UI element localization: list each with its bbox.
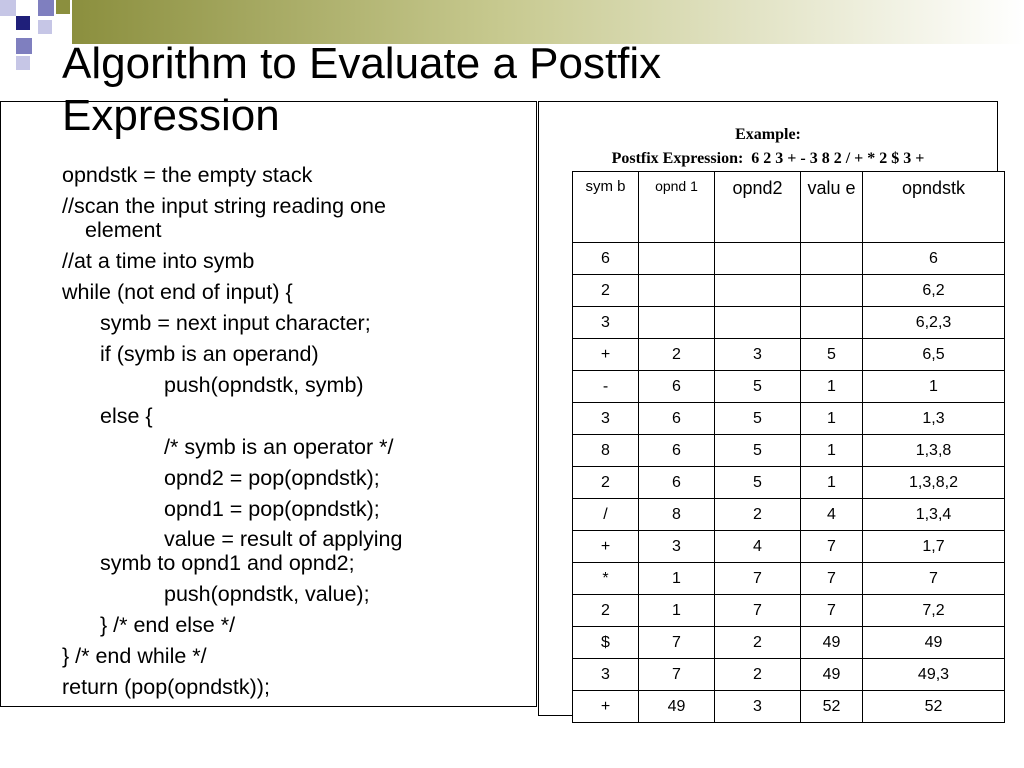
table-cell: 2 <box>715 627 801 659</box>
table-cell: 7 <box>801 531 863 563</box>
table-cell: 49 <box>801 627 863 659</box>
table-cell: 49,3 <box>863 659 1005 691</box>
decor-square-olive <box>56 0 70 14</box>
table-cell: 3 <box>715 339 801 371</box>
code-line-5: while (not end of input) { <box>62 280 293 304</box>
table-cell: 2 <box>639 339 715 371</box>
code-line-4: //at a time into symb <box>62 249 255 273</box>
example-heading: Example: <box>735 126 801 143</box>
table-cell: 8 <box>639 499 715 531</box>
decor-square-light <box>0 0 16 16</box>
trace-table-body <box>573 243 1005 723</box>
table-cell: 6 <box>639 467 715 499</box>
code-line-1: opndstk = the empty stack <box>62 163 313 187</box>
table-cell: 1,3,8 <box>863 435 1005 467</box>
table-cell: 49 <box>863 627 1005 659</box>
table-cell: $ <box>573 627 639 659</box>
table-cell: 1 <box>801 371 863 403</box>
column-header: valu e <box>801 172 863 243</box>
table-cell: 1,3 <box>863 403 1005 435</box>
table-cell: + <box>573 339 639 371</box>
decor-square-mid-2 <box>16 38 32 54</box>
table-cell: 2 <box>573 467 639 499</box>
table-cell: 1,3,8,2 <box>863 467 1005 499</box>
table-row <box>573 307 1005 339</box>
slide-title: Algorithm to Evaluate a Postfix Expression <box>62 39 662 140</box>
table-cell: 49 <box>639 691 715 723</box>
code-line-16: } /* end else */ <box>100 613 236 637</box>
table-cell <box>801 275 863 307</box>
table-cell: 52 <box>863 691 1005 723</box>
table-cell: 3 <box>573 403 639 435</box>
table-cell: 7 <box>801 595 863 627</box>
table-cell: 4 <box>801 499 863 531</box>
decor-square-light-2 <box>38 20 52 34</box>
table-row <box>573 339 1005 371</box>
code-line-2: //scan the input string reading one <box>62 194 386 218</box>
table-cell: + <box>573 531 639 563</box>
table-cell: 2 <box>573 275 639 307</box>
table-row <box>573 403 1005 435</box>
table-cell <box>639 307 715 339</box>
code-line-3: element <box>85 218 162 242</box>
table-cell: 1 <box>801 435 863 467</box>
table-cell: 3 <box>573 307 639 339</box>
code-line-10: /* symb is an operator */ <box>164 435 394 459</box>
table-cell: 5 <box>715 371 801 403</box>
table-cell: 1 <box>801 467 863 499</box>
table-cell: 52 <box>801 691 863 723</box>
code-line-15: push(opndstk, value); <box>164 582 370 606</box>
table-cell: 6,2,3 <box>863 307 1005 339</box>
table-cell: 7 <box>639 659 715 691</box>
table-cell: 7 <box>863 563 1005 595</box>
table-cell: 1,3,4 <box>863 499 1005 531</box>
table-cell: 5 <box>715 403 801 435</box>
table-cell: 3 <box>715 691 801 723</box>
table-row <box>573 243 1005 275</box>
table-cell: 4 <box>715 531 801 563</box>
table-cell: 7 <box>639 627 715 659</box>
code-line-7: if (symb is an operand) <box>100 342 319 366</box>
code-line-9: else { <box>100 404 153 428</box>
table-cell: / <box>573 499 639 531</box>
table-cell: 6,2 <box>863 275 1005 307</box>
code-line-17: } /* end while */ <box>62 644 207 668</box>
table-cell: 1 <box>863 371 1005 403</box>
table-cell: 6,5 <box>863 339 1005 371</box>
table-cell: 8 <box>573 435 639 467</box>
table-cell: * <box>573 563 639 595</box>
table-cell: 6 <box>639 371 715 403</box>
table-cell: 49 <box>801 659 863 691</box>
table-cell: 6 <box>639 403 715 435</box>
code-line-6: symb = next input character; <box>100 311 371 335</box>
table-cell: 7 <box>715 595 801 627</box>
table-cell <box>639 275 715 307</box>
code-line-18: return (pop(opndstk)); <box>62 675 270 699</box>
table-row <box>573 627 1005 659</box>
table-cell: 6 <box>863 243 1005 275</box>
table-cell: 5 <box>801 339 863 371</box>
table-cell: 1 <box>801 403 863 435</box>
table-cell: 1 <box>639 563 715 595</box>
table-row <box>573 659 1005 691</box>
table-cell: 6 <box>639 435 715 467</box>
column-header: opndstk <box>863 172 1005 243</box>
table-row <box>573 531 1005 563</box>
table-cell: - <box>573 371 639 403</box>
table-cell: + <box>573 691 639 723</box>
table-row <box>573 275 1005 307</box>
table-cell <box>715 307 801 339</box>
code-line-14: symb to opnd1 and opnd2; <box>100 551 355 575</box>
table-cell: 2 <box>715 659 801 691</box>
column-header: opnd 1 <box>639 172 715 243</box>
table-row <box>573 563 1005 595</box>
decor-square-dark <box>16 16 30 30</box>
code-line-12: opnd1 = pop(opndstk); <box>164 497 380 521</box>
decor-square-light-3 <box>16 56 30 70</box>
table-row <box>573 691 1005 723</box>
algorithm-box <box>0 101 537 707</box>
table-cell: 7 <box>801 563 863 595</box>
table-cell: 5 <box>715 467 801 499</box>
table-cell: 3 <box>573 659 639 691</box>
table-row <box>573 499 1005 531</box>
table-cell <box>639 243 715 275</box>
table-cell: 3 <box>639 531 715 563</box>
decor-square-mid <box>38 0 54 16</box>
example-expression: Postfix Expression: 6 2 3 + - 3 8 2 / + * 2 $ 3 + <box>611 150 925 167</box>
table-cell: 7 <box>715 563 801 595</box>
code-line-8: push(opndstk, symb) <box>164 373 364 397</box>
column-header: opnd2 <box>715 172 801 243</box>
table-cell: 2 <box>715 499 801 531</box>
table-cell <box>801 243 863 275</box>
code-line-11: opnd2 = pop(opndstk); <box>164 466 380 490</box>
table-cell <box>801 307 863 339</box>
table-cell: 1 <box>639 595 715 627</box>
table-row <box>573 435 1005 467</box>
table-header-row <box>573 172 1005 243</box>
column-header: sym b <box>573 172 639 243</box>
trace-table <box>572 171 1005 723</box>
table-cell: 1,7 <box>863 531 1005 563</box>
table-cell: 7,2 <box>863 595 1005 627</box>
table-cell: 5 <box>715 435 801 467</box>
table-row <box>573 595 1005 627</box>
table-cell <box>715 243 801 275</box>
table-row <box>573 467 1005 499</box>
table-cell: 2 <box>573 595 639 627</box>
table-cell: 6 <box>573 243 639 275</box>
table-cell <box>715 275 801 307</box>
code-line-13: value = result of applying <box>164 527 403 551</box>
table-row <box>573 371 1005 403</box>
